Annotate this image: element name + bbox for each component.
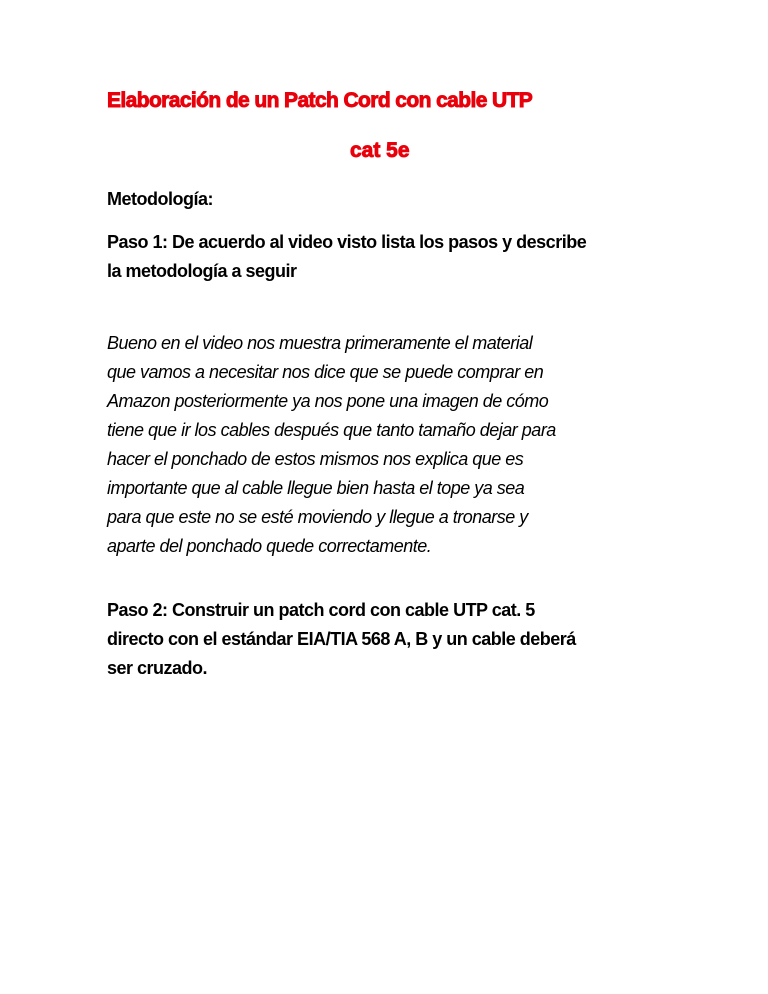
answer-line: que vamos a necesitar nos dice que se puede comprar en <box>107 362 544 382</box>
paso1-answer <box>107 329 556 561</box>
paso2-line: ser cruzado. <box>107 658 208 678</box>
paso2-heading <box>107 596 576 683</box>
answer-line: aparte del ponchado quede correctamente. <box>107 536 432 556</box>
answer-line: tiene que ir los cables después que tanto tamaño dejar para <box>107 420 556 440</box>
metodologia-heading: Metodología: <box>107 189 213 209</box>
paso1-line: Paso 1: De acuerdo al video visto lista los pasos y describe <box>107 232 587 252</box>
answer-line: importante que al cable llegue bien hasta el tope ya sea <box>107 478 525 498</box>
answer-line: hacer el ponchado de estos mismos nos explica que es <box>107 449 524 469</box>
answer-line: Amazon posteriormente ya nos pone una imagen de cómo <box>107 391 549 411</box>
paso1-line: la metodología a seguir <box>107 261 297 281</box>
paso2-line: Paso 2: Construir un patch cord con cable UTP cat. 5 <box>107 600 535 620</box>
document-subtitle: cat 5e <box>350 139 410 162</box>
document-title: Elaboración de un Patch Cord con cable UTP <box>107 89 533 112</box>
paso1-heading <box>107 228 586 286</box>
answer-line: para que este no se esté moviendo y llegue a tronarse y <box>107 507 528 527</box>
answer-line: Bueno en el video nos muestra primeramente el material <box>107 333 533 353</box>
paso2-line: directo con el estándar EIA/TIA 568 A, B y un cable deberá <box>107 629 576 649</box>
